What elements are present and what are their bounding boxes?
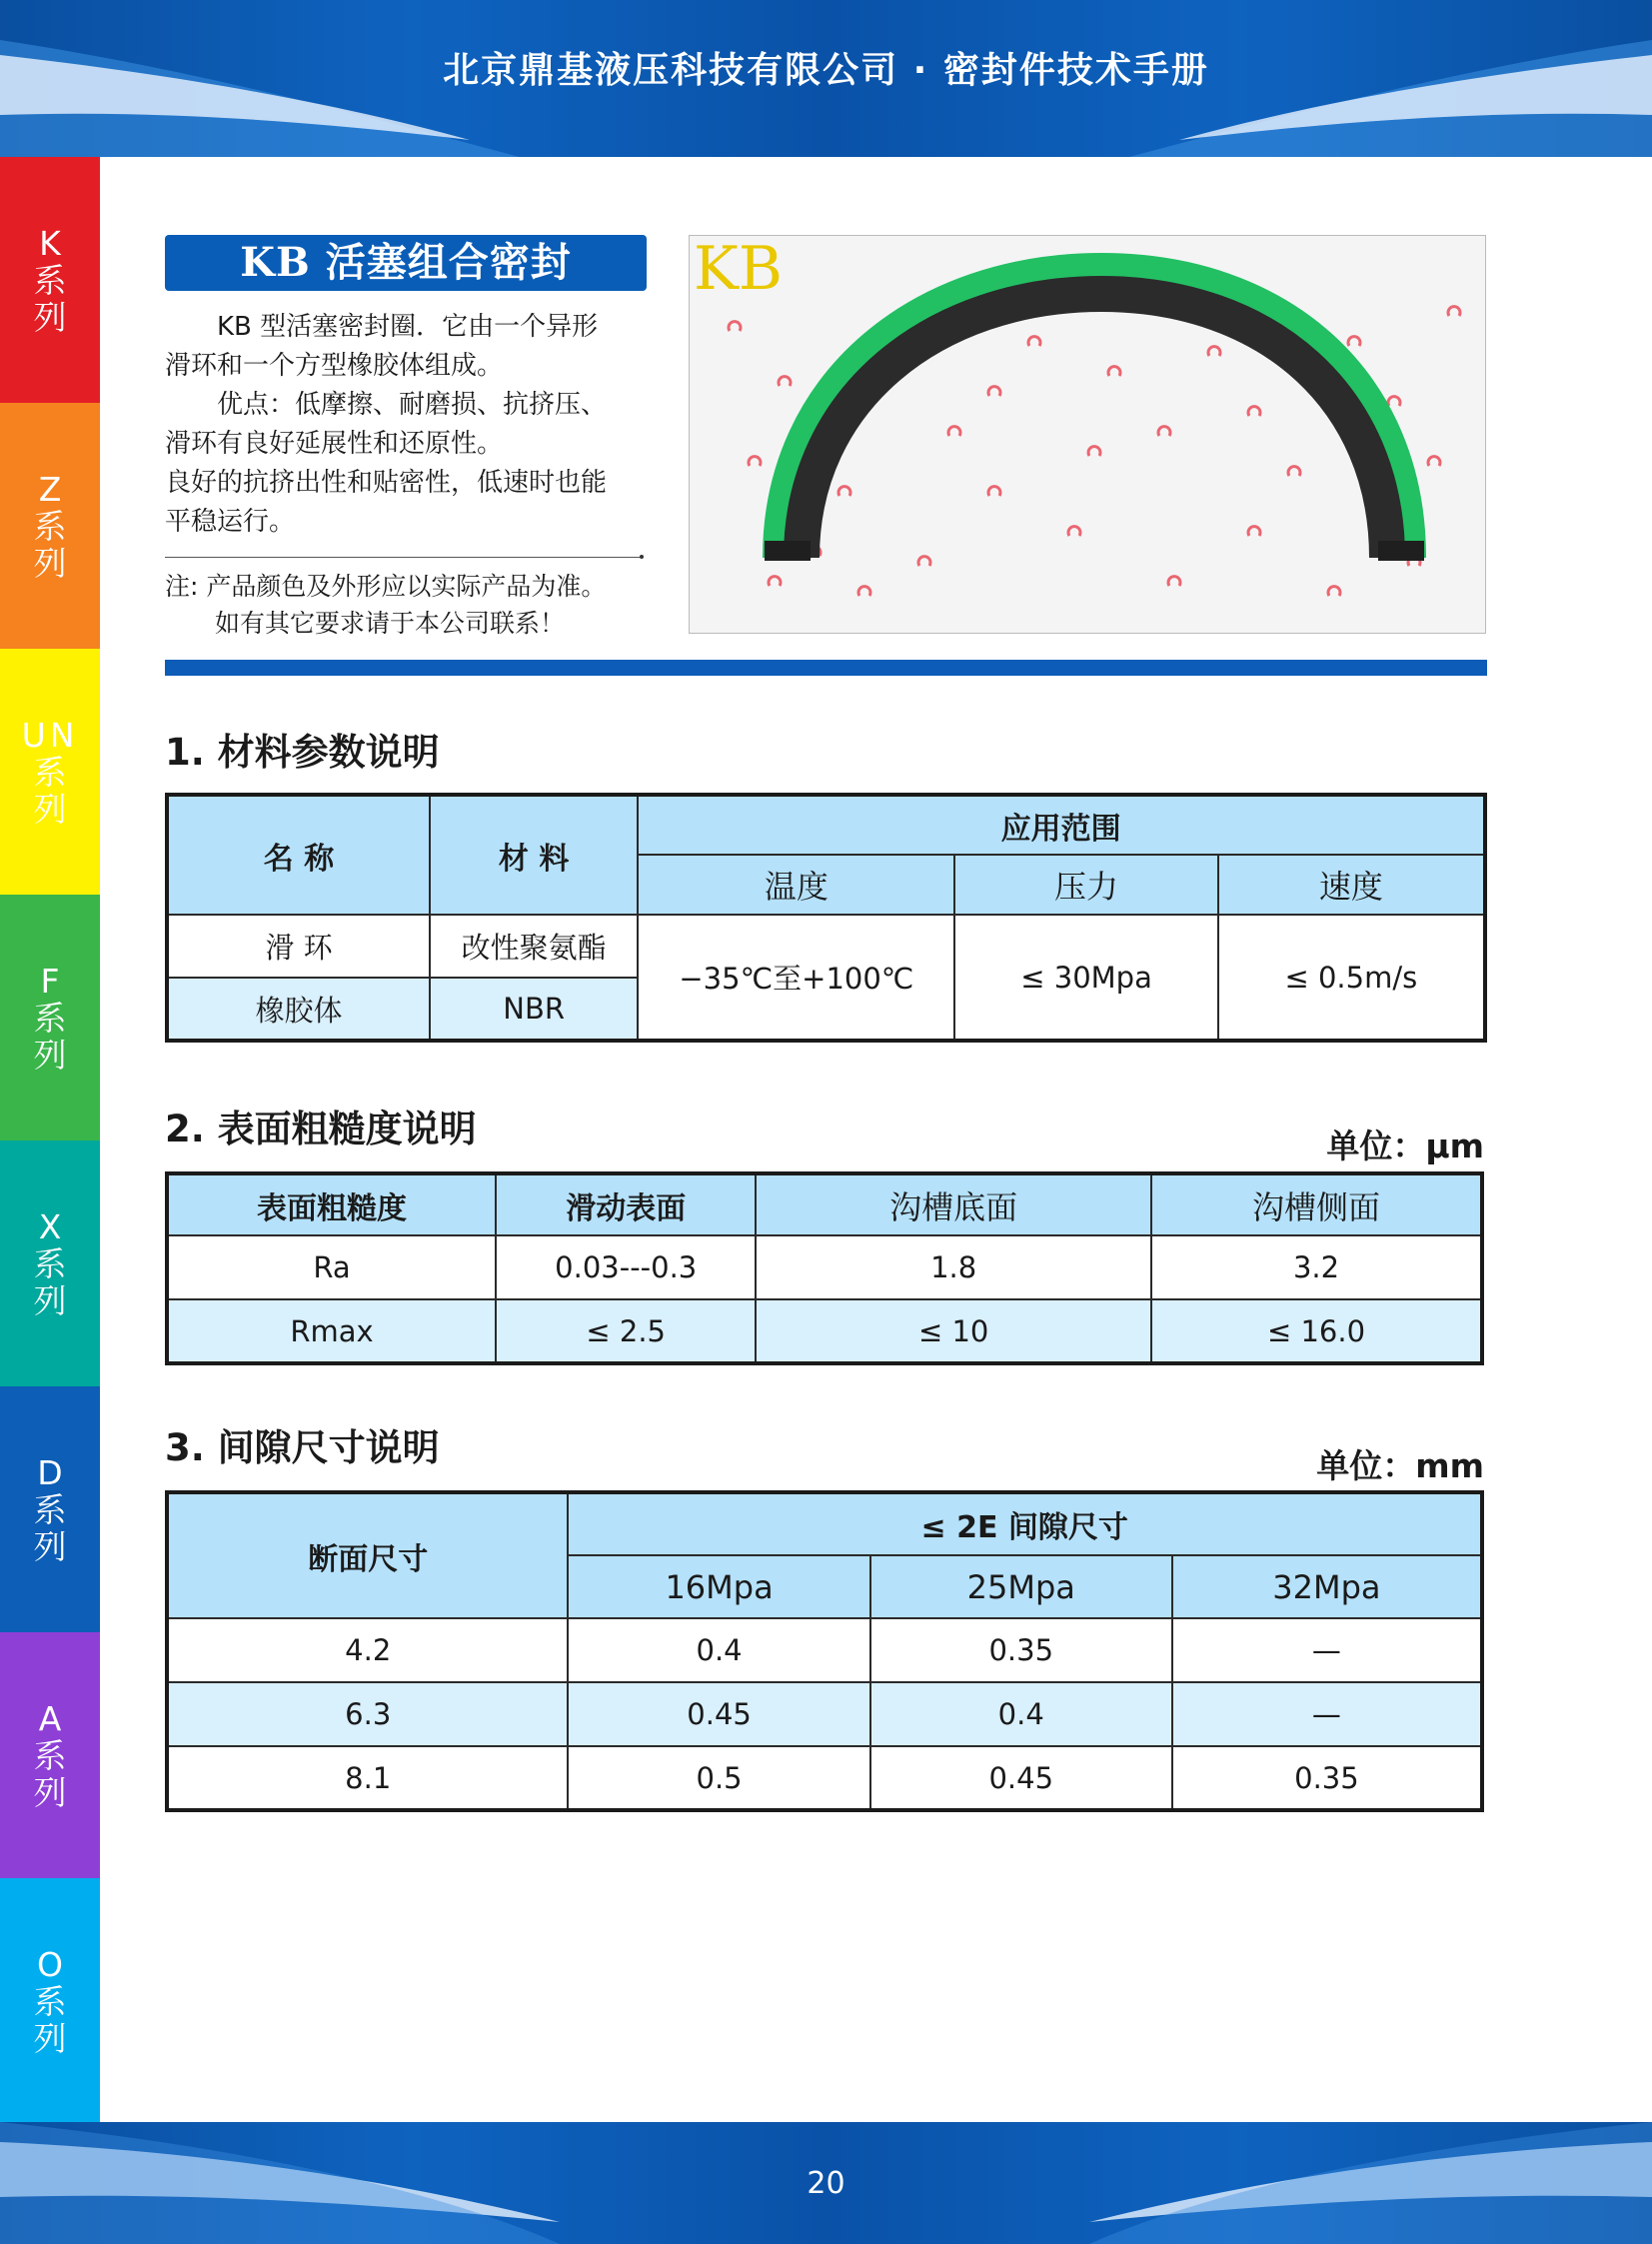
- table-row: [167, 1618, 1482, 1682]
- description-line: 良好的抗挤出性和贴密性，低速时也能: [165, 468, 608, 498]
- series-tab[interactable]: [0, 1140, 100, 1386]
- section-3-unit: 单位：mm: [1316, 1446, 1484, 1485]
- series-tab-text: 系: [33, 752, 67, 792]
- table-row: [167, 915, 1485, 978]
- description-line: 滑环有良好延展性和还原性。: [165, 429, 504, 459]
- series-tab-letter: X: [38, 1206, 62, 1246]
- description-line: 滑环和一个方型橡胶体组成。: [165, 351, 504, 381]
- series-tab-text: 列: [33, 1280, 67, 1320]
- page-footer: [0, 2122, 1652, 2244]
- table-cell: 3.2: [1151, 1235, 1482, 1299]
- divider: [165, 557, 640, 558]
- table-cell: 0.4: [568, 1618, 869, 1682]
- series-tab[interactable]: [0, 895, 100, 1140]
- series-tab-text: 系: [33, 260, 67, 300]
- header-application-range: 应用范围: [638, 795, 1485, 855]
- material-table: [165, 793, 1487, 1043]
- product-description: [165, 308, 655, 542]
- description-line: 优点：低摩擦、耐磨损、抗挤压、: [165, 390, 608, 420]
- table-row: [167, 1235, 1482, 1299]
- table-cell: —: [1172, 1618, 1482, 1682]
- header-gap-size: ≤ 2E 间隙尺寸: [568, 1492, 1482, 1555]
- series-tab-text: 系: [33, 1981, 67, 2021]
- series-tab[interactable]: [0, 157, 100, 403]
- table-cell: Rmax: [167, 1299, 496, 1363]
- seal-ring-illustration: [690, 236, 1485, 633]
- table-cell: Ra: [167, 1235, 496, 1299]
- table-cell: 0.03---0.3: [496, 1235, 756, 1299]
- table-cell: 0.45: [568, 1682, 869, 1746]
- cell-pressure: ≤ 30Mpa: [954, 915, 1217, 1041]
- series-tab-text: 列: [33, 2018, 67, 2058]
- table-cell: ≤ 2.5: [496, 1299, 756, 1363]
- header-section-size: 断面尺寸: [167, 1492, 568, 1618]
- photo-label: KB: [694, 235, 783, 304]
- cell-temperature: −35℃至+100℃: [638, 915, 954, 1041]
- series-tab-text: 列: [33, 297, 67, 337]
- series-tab[interactable]: [0, 649, 100, 895]
- cell-name: 滑 环: [167, 915, 430, 978]
- table-cell: 4.2: [167, 1618, 568, 1682]
- description-line: KB 型活塞密封圈．它由一个异形: [165, 312, 599, 342]
- header-25mpa: 25Mpa: [870, 1555, 1172, 1618]
- series-tab-letter: F: [40, 961, 60, 1001]
- page-number: 20: [807, 2166, 845, 2201]
- header-title: 北京鼎基液压科技有限公司 · 密封件技术手册: [443, 50, 1209, 91]
- section-1-title: 1. 材料参数说明: [165, 731, 440, 774]
- series-tab-text: 列: [33, 789, 67, 829]
- series-tab-text: 列: [33, 1772, 67, 1812]
- series-tab-text: 列: [33, 1035, 67, 1075]
- table-cell: 0.35: [870, 1618, 1172, 1682]
- roughness-table: [165, 1171, 1484, 1365]
- green-slide-ring: [788, 278, 1401, 558]
- series-tab-text: 系: [33, 1489, 67, 1529]
- product-title: KB 活塞组合密封: [165, 235, 647, 291]
- product-photo: [689, 235, 1486, 634]
- table-cell: ≤ 10: [756, 1299, 1151, 1363]
- series-tab-text: 系: [33, 998, 67, 1038]
- table-cell: 0.35: [1172, 1746, 1482, 1810]
- table-cell: —: [1172, 1682, 1482, 1746]
- table-cell: 6.3: [167, 1682, 568, 1746]
- series-tab-letter: A: [38, 1698, 62, 1738]
- header-material: 材 料: [430, 795, 638, 915]
- note-line: 注: 产品颜色及外形应以实际产品为准。: [165, 572, 607, 601]
- series-tab-text: 系: [33, 1735, 67, 1775]
- cell-speed: ≤ 0.5m/s: [1218, 915, 1485, 1041]
- series-tab-text: 系: [33, 506, 67, 546]
- section-3-title: 3. 间隙尺寸说明: [165, 1426, 440, 1469]
- header-temperature: 温度: [638, 855, 954, 915]
- table-cell: 1.8: [756, 1235, 1151, 1299]
- page-header: [0, 0, 1652, 157]
- section-divider-bar: [165, 660, 1487, 676]
- series-tab[interactable]: [0, 1878, 100, 2124]
- table-row: [167, 1746, 1482, 1810]
- table-cell: ≤ 16.0: [1151, 1299, 1482, 1363]
- series-tab-letter: UN: [21, 715, 79, 755]
- table-cell: 0.4: [870, 1682, 1172, 1746]
- header-32mpa: 32Mpa: [1172, 1555, 1482, 1618]
- cell-material: NBR: [430, 978, 638, 1041]
- series-tab-text: 列: [33, 1526, 67, 1566]
- ring-end-left: [765, 541, 811, 561]
- note-line: 如有其它要求请于本公司联系！: [165, 609, 566, 638]
- cell-name: 橡胶体: [167, 978, 430, 1041]
- series-tab-letter: Z: [38, 469, 62, 509]
- series-tab[interactable]: [0, 1632, 100, 1878]
- section-2-unit: 单位：μm: [1326, 1126, 1484, 1165]
- series-tab-text: 列: [33, 543, 67, 583]
- table-row: [167, 1299, 1482, 1363]
- header-groove-side: 沟槽侧面: [1151, 1173, 1482, 1235]
- header-groove-bottom: 沟槽底面: [756, 1173, 1151, 1235]
- ring-end-right: [1378, 541, 1424, 561]
- header-sliding-surface: 滑动表面: [496, 1173, 756, 1235]
- series-tab[interactable]: [0, 1386, 100, 1632]
- product-note: [165, 568, 655, 642]
- description-line: 平稳运行。: [165, 507, 296, 537]
- series-tab[interactable]: [0, 403, 100, 649]
- series-tab-text: 系: [33, 1243, 67, 1283]
- table-row: [167, 1682, 1482, 1746]
- table-cell: 0.5: [568, 1746, 869, 1810]
- series-tab-list: [0, 157, 100, 2124]
- series-tab-letter: O: [37, 1944, 63, 1984]
- header-pressure: 压力: [954, 855, 1217, 915]
- header-16mpa: 16Mpa: [568, 1555, 869, 1618]
- cell-material: 改性聚氨酯: [430, 915, 638, 978]
- table-cell: 8.1: [167, 1746, 568, 1810]
- series-tab-letter: K: [39, 223, 61, 263]
- header-speed: 速度: [1218, 855, 1485, 915]
- table-cell: 0.45: [870, 1746, 1172, 1810]
- section-2-title: 2. 表面粗糙度说明: [165, 1108, 477, 1150]
- clearance-table: [165, 1490, 1484, 1812]
- header-name: 名 称: [167, 795, 430, 915]
- header-roughness: 表面粗糙度: [167, 1173, 496, 1235]
- series-tab-letter: D: [37, 1452, 63, 1492]
